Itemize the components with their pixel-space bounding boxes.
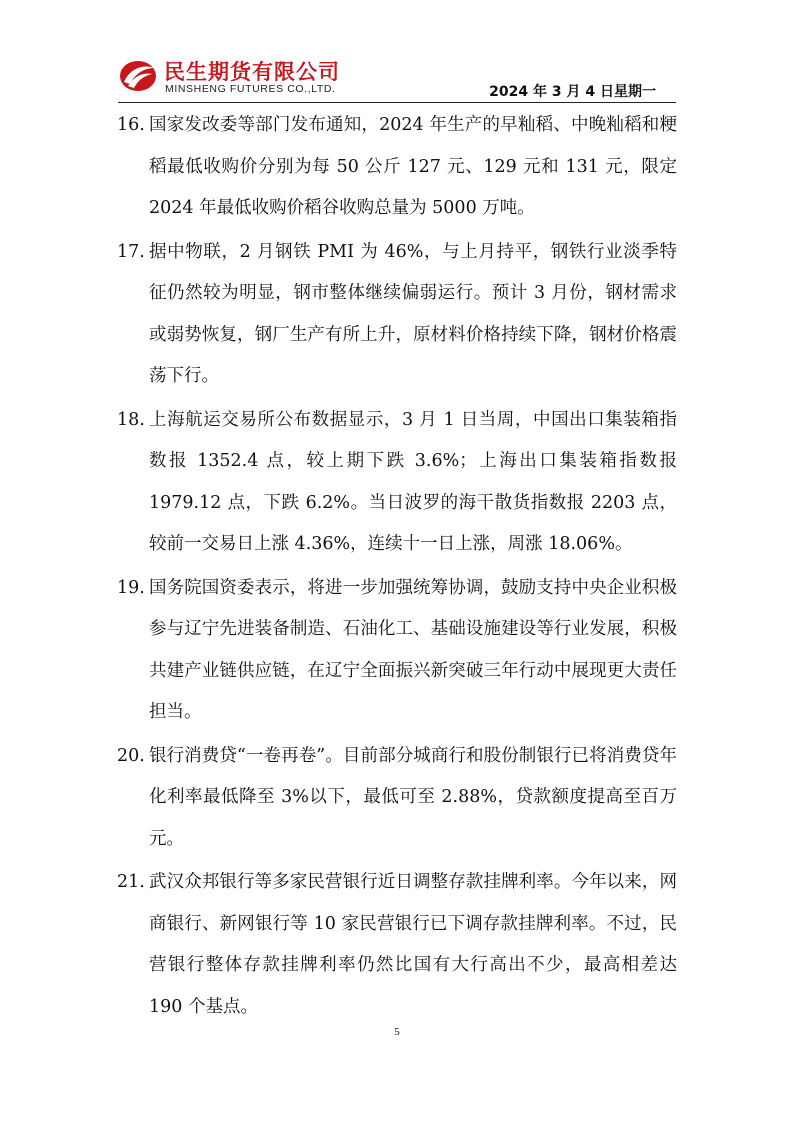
news-item-text: 国务院国资委表示，将进一步加强统筹协调，鼓励支持中央企业积极参与辽宁先进装备制造、石油化工、基础设施建设等行业发展，积极共建产业链供应链，在辽宁全面振兴新突破三年行动中展现更大责任担当。 xyxy=(149,577,677,722)
news-item-number: 19. xyxy=(117,577,145,598)
news-item-text: 上海航运交易所公布数据显示，3 月 1 日当周，中国出口集装箱指数报 1352.4 点，较上期下跌 3.6%；上海出口集装箱指数报 1979.12 点，下跌 6.2%。当日波罗的海干散货指数报 2203 点，较前一交易日上涨 4.36%，连续十一日上涨，周涨 18.06%。 xyxy=(149,409,677,554)
news-item-number: 16. xyxy=(117,115,145,135)
news-item xyxy=(117,105,677,230)
company-name-cn: 民生期货有限公司 xyxy=(164,60,340,84)
company-name-en: MINSHENG FUTURES CO.,LTD. xyxy=(165,83,336,95)
news-item-text: 据中物联，2 月钢铁 PMI 为 46%，与上月持平，钢铁行业淡季特征仍然较为明显，钢市整体继续偏弱运行。预计 3 月份，钢材需求或弱势恢复，钢厂生产有所上升，原材料价格持续下降，钢材价格震荡下行。 xyxy=(149,241,677,386)
news-item-text: 国家发改委等部门发布通知，2024 年生产的早籼稻、中晚籼稻和粳稻最低收购价分别为每 50 公斤 127 元、129 元和 131 元，限定 2024 年最低收购价稻谷收购总量为 5000 万吨。 xyxy=(149,115,677,218)
page-header xyxy=(118,52,676,102)
news-item xyxy=(117,736,677,861)
company-logo xyxy=(118,54,358,98)
news-item-number: 18. xyxy=(117,409,145,430)
news-item-number: 21. xyxy=(117,872,145,892)
header-divider xyxy=(118,102,676,103)
news-item xyxy=(117,862,677,1028)
news-item-number: 20. xyxy=(117,745,145,766)
news-item-text: 武汉众邦银行等多家民营银行近日调整存款挂牌利率。今年以来，网商银行、新网银行等 10 家民营银行已下调存款挂牌利率。不过，民营银行整体存款挂牌利率仍然比国有大行高出不少，最高相差达 190 个基点。 xyxy=(149,872,677,1017)
news-item-text: 银行消费贷“一卷再卷”。目前部分城商行和股份制银行已将消费贷年化利率最低降至 3%以下，最低可至 2.88%，贷款额度提高至百万元。 xyxy=(149,745,677,849)
news-item-number: 17. xyxy=(117,241,145,262)
news-item xyxy=(117,400,677,566)
report-date: 2024 年 3 月 4 日星期一 xyxy=(489,84,656,100)
news-item xyxy=(117,568,677,734)
page-number: 5 xyxy=(394,1026,400,1038)
minsheng-logo-icon xyxy=(118,58,158,94)
news-item xyxy=(117,232,677,398)
news-list xyxy=(117,105,677,1030)
